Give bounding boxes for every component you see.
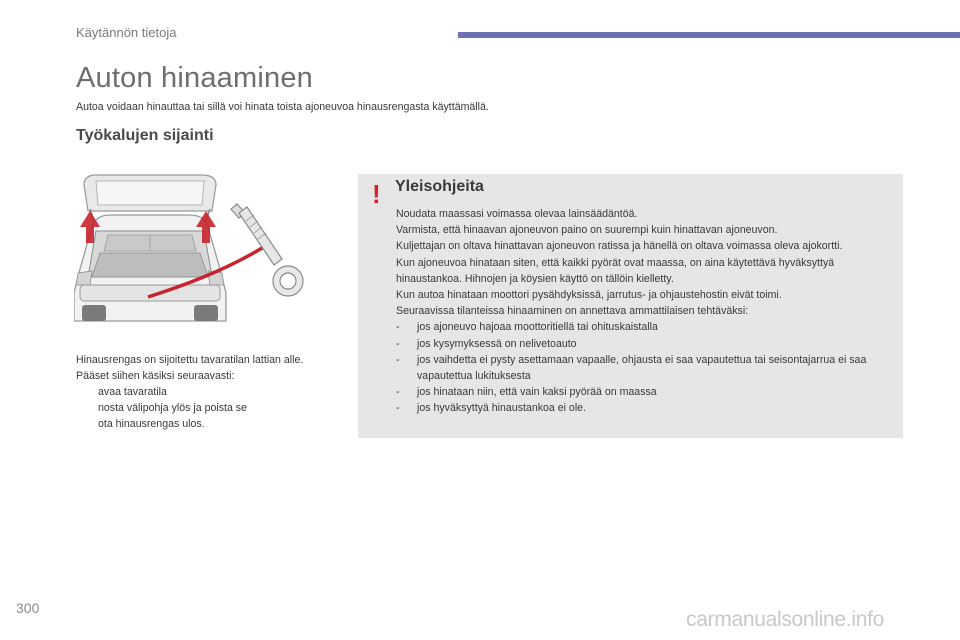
list-item-text: nosta välipohja ylös ja poista se bbox=[98, 402, 247, 414]
list-item-text: jos kysymyksessä on nelivetoauto bbox=[417, 337, 577, 350]
warning-paragraph: Kun autoa hinataan moottori pysähdyksissä, jarrutus- ja ohjaustehostin eivät toimi. bbox=[396, 289, 782, 302]
list-item-text: avaa tavaratila bbox=[98, 386, 167, 398]
dash-marker: - bbox=[396, 402, 400, 415]
warning-paragraph: Noudata maassasi voimassa olevaa lainsäädäntöä. bbox=[396, 208, 638, 220]
warning-title: Yleisohjeita bbox=[395, 178, 484, 195]
dash-marker: - bbox=[396, 353, 400, 366]
warning-paragraph: Kun ajoneuvoa hinataan siten, että kaikki pyörät ovat maassa, on aina käytettävä hyväksyttyä hinaustankoa. Hihnojen ja köysien käyttö on tällöin kielletty. bbox=[396, 256, 835, 285]
warning-paragraph: Varmista, että hinaavan ajoneuvon paino on suurempi kuin hinattavan ajoneuvon. bbox=[396, 224, 778, 237]
tool-location-description bbox=[76, 352, 326, 432]
warning-paragraph: Seuraavissa tilanteissa hinaaminen on annettava ammattilaisen tehtäväksi: bbox=[396, 305, 749, 318]
header-title: Käytännön tietoja bbox=[76, 25, 177, 40]
list-item-text: jos vaihdetta ei pysty asettamaan vapaalle, ohjausta ei saa vapautettua tai seisontajarrua ei saa vapautettua lukituksesta bbox=[417, 353, 867, 383]
description-line: Hinausrengas on sijoitettu tavaratilan lattian alle. bbox=[76, 354, 304, 366]
warning-body bbox=[396, 206, 896, 417]
list-item bbox=[76, 384, 326, 400]
list-item bbox=[396, 384, 896, 400]
list-item bbox=[76, 400, 326, 416]
header-accent-bar bbox=[458, 32, 960, 38]
list-item bbox=[396, 336, 896, 352]
page-number: 300 bbox=[16, 600, 40, 616]
list-item bbox=[76, 416, 326, 432]
page-title: Auton hinaaminen bbox=[76, 62, 313, 94]
list-item-text: jos hinataan niin, että vain kaksi pyörää on maassa bbox=[417, 386, 657, 399]
list-item-text: ota hinausrengas ulos. bbox=[98, 418, 205, 430]
description-line: Pääset siihen käsiksi seuraavasti: bbox=[76, 370, 235, 382]
dash-marker: - bbox=[396, 321, 400, 334]
list-item bbox=[396, 352, 896, 384]
warning-paragraph: Kuljettajan on oltava hinattavan ajoneuvon ratissa ja hänellä on oltava voimassa oleva ajokortti. bbox=[396, 240, 843, 253]
list-item bbox=[396, 319, 896, 335]
watermark-text: carmanualsonline.info bbox=[686, 608, 884, 631]
dash-marker: - bbox=[396, 337, 400, 350]
intro-text: Autoa voidaan hinauttaa tai sillä voi hinata toista ajoneuvoa hinausrengasta käyttämällä. bbox=[76, 101, 489, 113]
general-instructions-box bbox=[358, 174, 903, 438]
steps-list bbox=[76, 384, 326, 432]
list-item bbox=[396, 400, 896, 416]
dash-marker: - bbox=[396, 386, 400, 399]
warning-list bbox=[396, 319, 896, 416]
list-item-text: jos ajoneuvo hajoaa moottoritiellä tai ohituskaistalla bbox=[417, 321, 658, 334]
trunk-towing-eye-illustration bbox=[74, 173, 334, 345]
list-item-text: jos hyväksyttyä hinaustankoa ei ole. bbox=[417, 402, 587, 415]
section-title: Työkalujen sijainti bbox=[76, 127, 214, 144]
warning-icon: ! bbox=[372, 179, 381, 209]
